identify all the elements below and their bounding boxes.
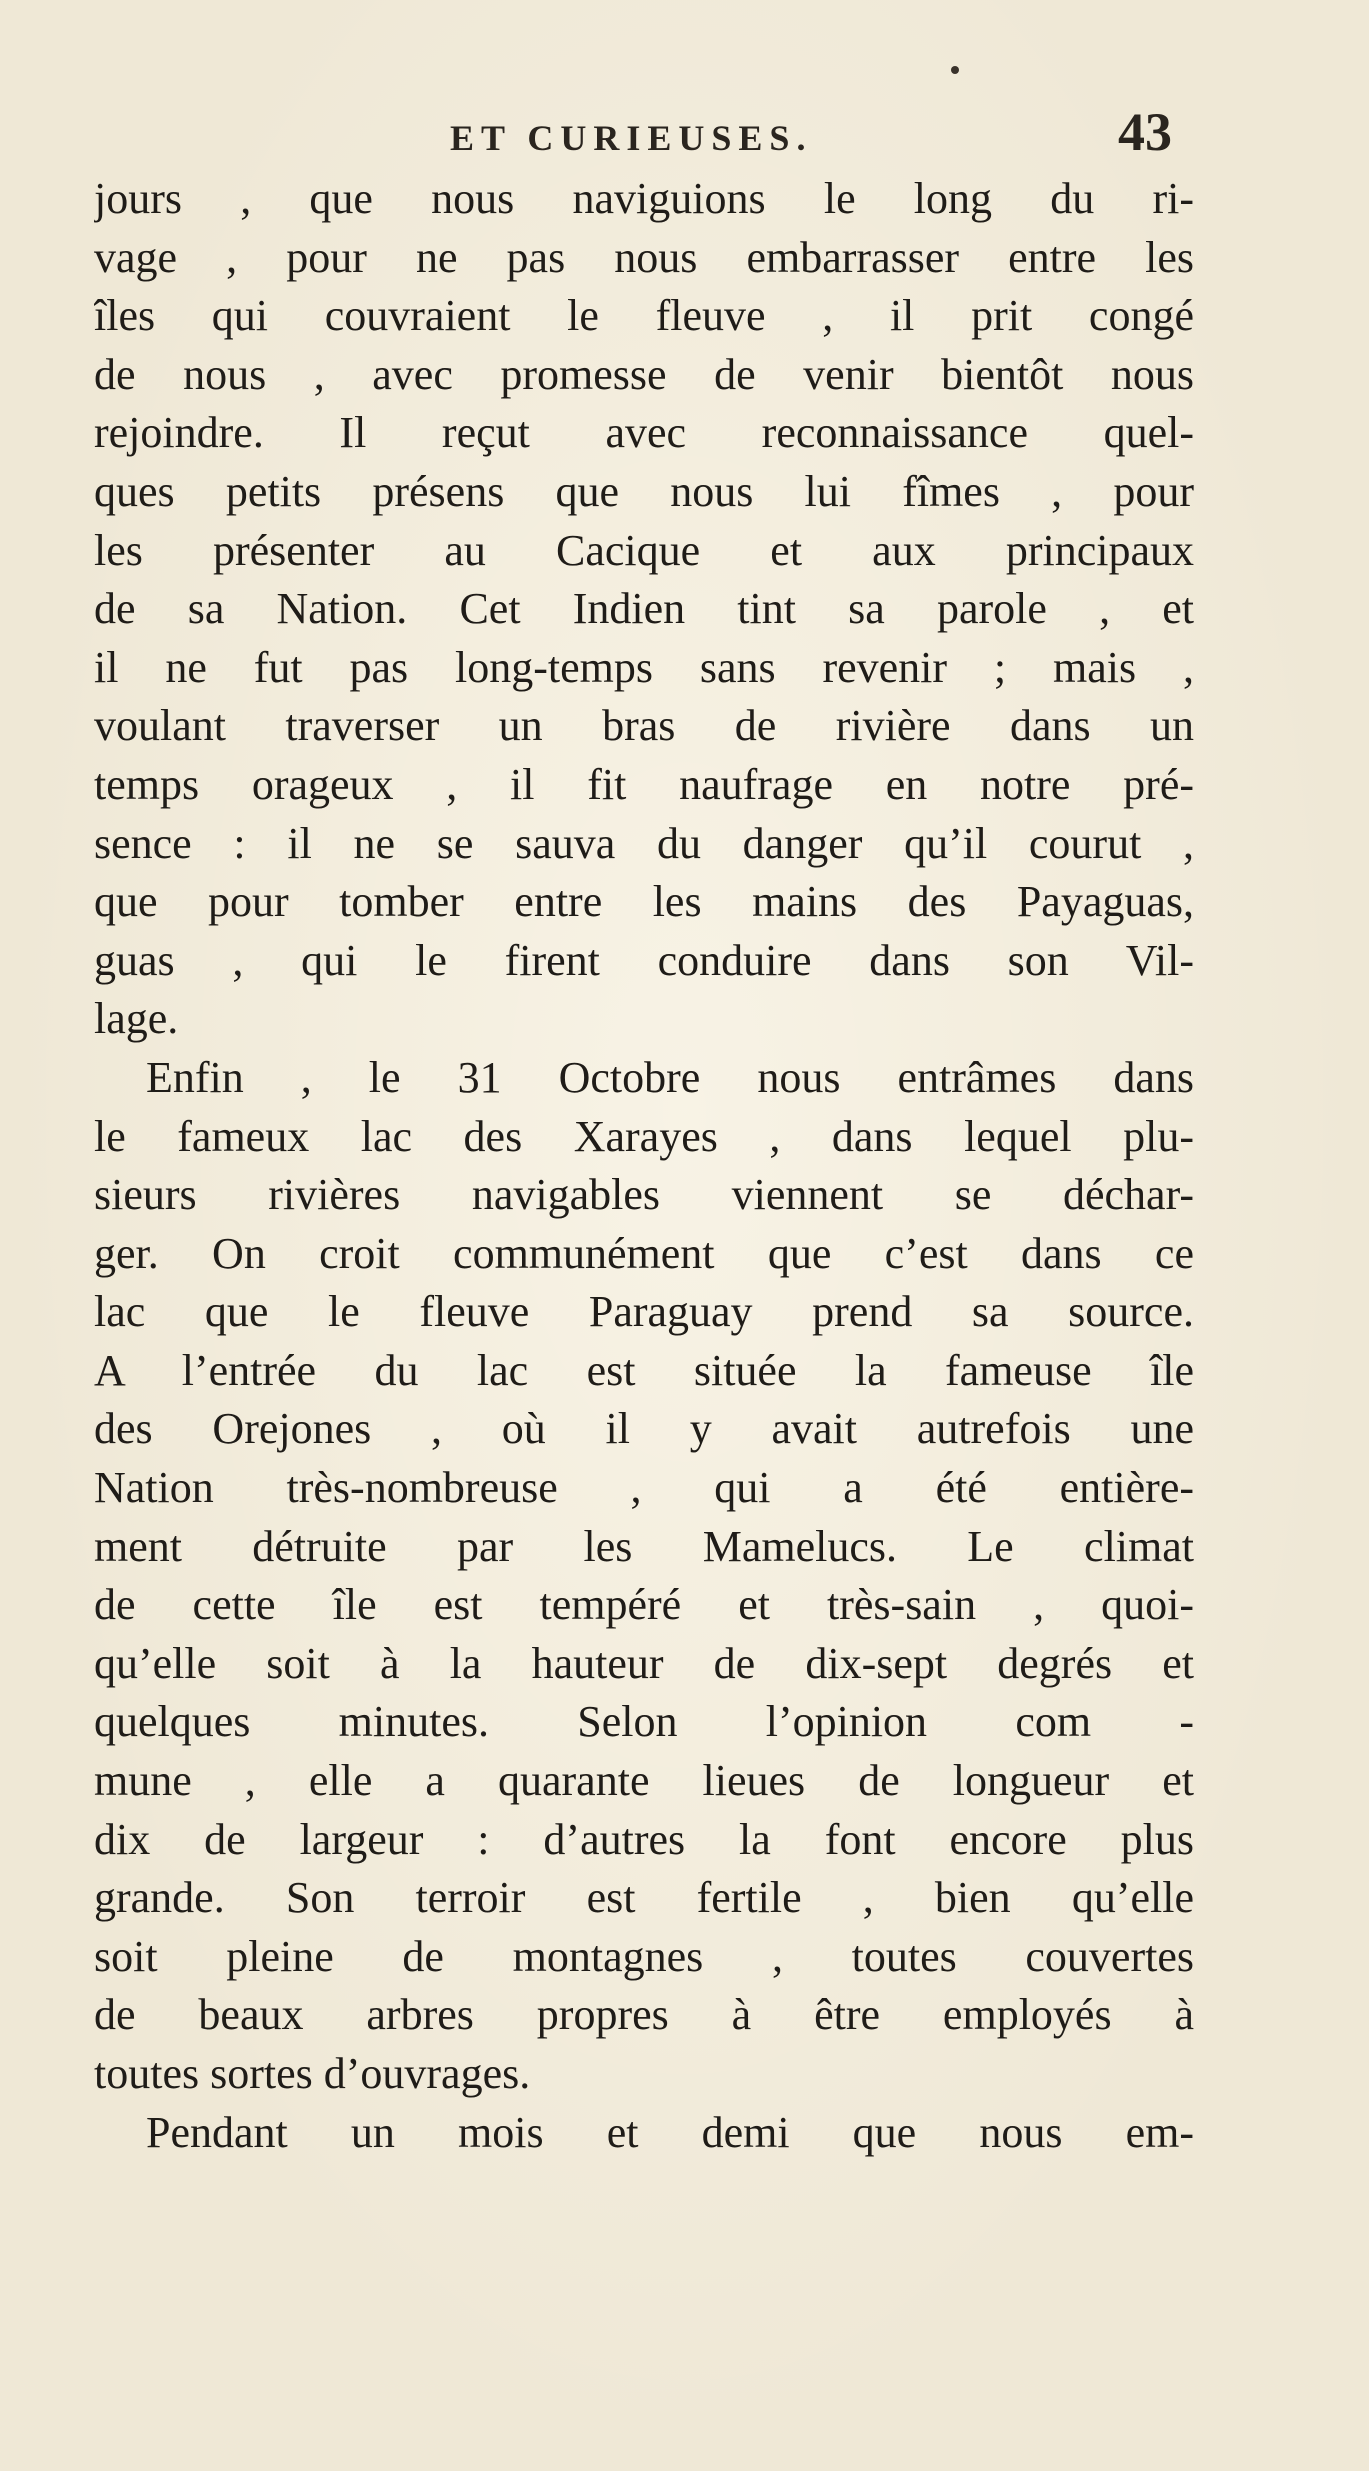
text-line: le fameux lac des Xarayes , dans lequel plu- [94, 1111, 1194, 1161]
text-line: quelques minutes. Selon l’opinion com - [94, 1697, 1194, 1747]
paragraph-first-line: Enfin , le 31 Octobre nous entrâmes dans [146, 1052, 1194, 1102]
page-header [0, 102, 1369, 165]
text-line: rejoindre. Il reçut avec reconnaissance quel- [94, 408, 1194, 458]
text-line: jours , que nous naviguions le long du ri- [94, 174, 1194, 223]
text-line: de sa Nation. Cet Indien tint sa parole , et [94, 584, 1194, 634]
text-line: ger. On croit communément que c’est dans ce [94, 1228, 1194, 1278]
text-line: temps orageux , il fit naufrage en notre pré- [94, 759, 1194, 809]
text-line: grande. Son terroir est fertile , bien qu’elle [94, 1873, 1194, 1923]
page-number: 43 [1118, 102, 1172, 162]
text-line: lac que le fleuve Paraguay prend sa source. [94, 1287, 1194, 1337]
text-line: ques petits présens que nous lui fîmes , pour [94, 466, 1194, 516]
running-head: ET CURIEUSES. [450, 118, 813, 158]
text-line: mune , elle a quarante lieues de longueur et [94, 1756, 1194, 1806]
text-line: de beaux arbres propres à être employés à [94, 1990, 1194, 2040]
text-line: sieurs rivières navigables viennent se déchar- [94, 1170, 1194, 1220]
text-line: les présenter au Cacique et aux principaux [94, 525, 1194, 575]
text-line: ment détruite par les Mamelucs. Le climat [94, 1521, 1194, 1571]
text-line: de nous , avec promesse de venir bientôt nous [94, 349, 1194, 399]
body-text [94, 170, 1194, 2162]
text-line: que pour tomber entre les mains des Payaguas, [94, 877, 1194, 927]
text-line: A l’entrée du lac est située la fameuse île [94, 1345, 1194, 1395]
paragraph-first-line: Pendant un mois et demi que nous em- [146, 2107, 1194, 2157]
text-line: îles qui couvraient le fleuve , il prit congé [94, 291, 1194, 341]
text-line: des Orejones , où il y avait autrefois une [94, 1404, 1194, 1454]
text-line: Nation très-nombreuse , qui a été entière- [94, 1463, 1194, 1513]
text-line: guas , qui le firent conduire dans son Vil- [94, 935, 1194, 985]
text-line: sence : il ne se sauva du danger qu’il courut , [94, 818, 1194, 868]
text-line: il ne fut pas long-temps sans revenir ; mais , [94, 642, 1194, 692]
text-line: de cette île est tempéré et très-sain , quoi- [94, 1580, 1194, 1630]
text-line: voulant traverser un bras de rivière dans un [94, 701, 1194, 751]
paragraph-last-line: toutes sortes d’ouvrages. [94, 2049, 531, 2098]
paragraph-last-line: lage. [94, 994, 179, 1044]
text-line: vage , pour ne pas nous embarrasser entre les [94, 232, 1194, 282]
text-line: dix de largeur : d’autres la font encore plus [94, 1814, 1194, 1864]
text-line: soit pleine de montagnes , toutes couvertes [94, 1931, 1194, 1981]
ink-dot [951, 66, 959, 74]
text-line: qu’elle soit à la hauteur de dix-sept degrés et [94, 1638, 1194, 1688]
